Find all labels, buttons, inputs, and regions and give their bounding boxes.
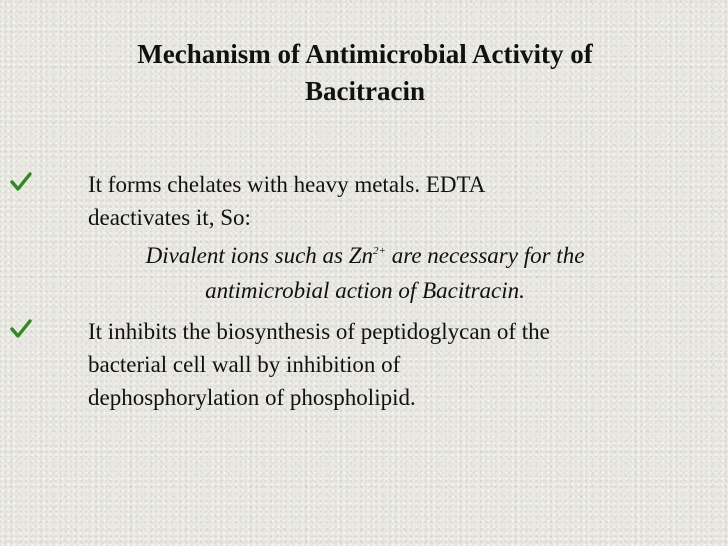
- bullet-line: deactivates it, So:: [88, 205, 251, 230]
- title-line-2: Bacitracin: [305, 76, 425, 106]
- note-line-2: antimicrobial action of Bacitracin.: [205, 278, 525, 303]
- slide-title: [40, 36, 690, 110]
- bullet-peptidoglycan: [66, 315, 686, 414]
- bullet-text: [66, 168, 686, 234]
- bullet-text: [66, 315, 686, 414]
- note-post: are necessary for the: [385, 243, 585, 268]
- bullet-line: It forms chelates with heavy metals. EDTA: [88, 172, 486, 197]
- bullet-line: bacterial cell wall by inhibition of: [88, 352, 401, 377]
- checkmark-icon: [10, 171, 32, 193]
- note-line-1: [40, 238, 690, 273]
- checkmark-icon: [10, 318, 32, 340]
- note-pre: Divalent ions such as Zn: [145, 243, 374, 268]
- divalent-ions-note: [40, 238, 690, 308]
- bullet-chelates: [66, 168, 686, 234]
- bullet-line: dephosphorylation of phospholipid.: [88, 385, 416, 410]
- bullet-line: It inhibits the biosynthesis of peptidoglycan of the: [88, 319, 550, 344]
- note-superscript: 2+: [373, 245, 386, 257]
- title-line-1: Mechanism of Antimicrobial Activity of: [137, 39, 593, 69]
